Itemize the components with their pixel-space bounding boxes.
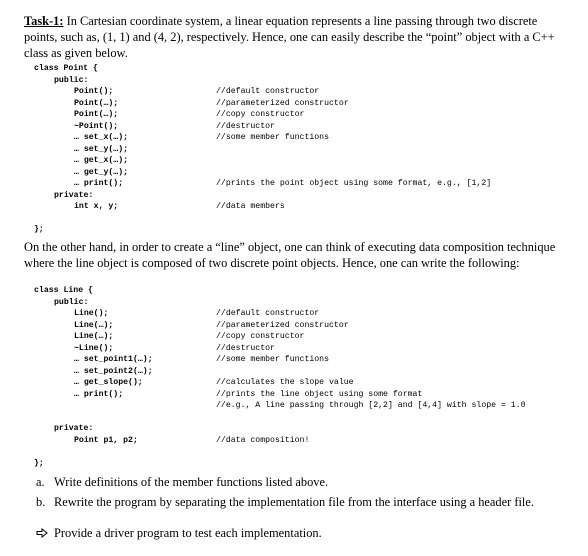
code-text: … print(); xyxy=(74,389,124,399)
code-line xyxy=(0,190,588,202)
code-comment: //parameterized constructor xyxy=(216,320,349,330)
code-line xyxy=(0,75,588,87)
code-text: private: xyxy=(54,424,94,433)
code-comment: //copy constructor xyxy=(216,110,305,119)
code-comment: //copy constructor xyxy=(216,332,305,341)
code-text: Point(…); xyxy=(74,98,119,108)
intro-text: In Cartesian coordinate system, a linear equation represents a line passing through two discrete points, such as, (1, 1) and (4, 2), respectively. Hence, one can easily describe the “point” object with a C++ class as given below. xyxy=(24,14,555,60)
code-line xyxy=(0,224,588,236)
code-text: class Point { xyxy=(34,64,98,73)
code-text: public: xyxy=(54,75,89,85)
code-text: ~Line(); xyxy=(74,343,114,353)
code-line xyxy=(0,412,588,424)
code-text: int x, y; xyxy=(74,202,119,211)
code-line xyxy=(0,423,588,435)
code-text: }; xyxy=(34,458,44,468)
code-line xyxy=(0,144,588,156)
code-line xyxy=(0,435,588,447)
code-comment: //some member functions xyxy=(216,133,330,142)
task-label: Task-1: xyxy=(24,14,64,28)
point-class-code xyxy=(0,63,588,236)
code-line xyxy=(0,285,588,297)
list-marker: a. xyxy=(36,475,45,489)
code-line xyxy=(0,132,588,144)
code-line xyxy=(0,320,588,332)
code-line xyxy=(0,109,588,121)
code-text: public: xyxy=(54,297,89,307)
code-line xyxy=(0,155,588,167)
driver-note-text: Provide a driver program to test each implementation. xyxy=(54,526,322,540)
code-line xyxy=(0,63,588,75)
code-line xyxy=(0,446,588,458)
list-item xyxy=(36,474,534,490)
code-line xyxy=(0,121,588,133)
code-line xyxy=(0,308,588,320)
code-line xyxy=(0,458,588,470)
code-text: ~Point(); xyxy=(74,121,119,131)
code-text: … set_point2(…); xyxy=(74,366,153,376)
code-comment: //data members xyxy=(216,202,285,211)
code-comment: //default constructor xyxy=(216,87,320,96)
code-text: class Line { xyxy=(34,286,93,295)
code-text: private: xyxy=(54,190,94,200)
code-comment: //destructor xyxy=(216,121,275,131)
question-list xyxy=(36,474,534,510)
code-line xyxy=(0,331,588,343)
list-item xyxy=(36,494,534,510)
code-text: Point p1, p2; xyxy=(74,435,138,445)
code-comment: //parameterized constructor xyxy=(216,98,349,108)
code-text: }; xyxy=(34,225,44,234)
code-text: … get_y(…); xyxy=(74,167,129,177)
code-comment: //prints the point object using some format, e.g., [1,2] xyxy=(216,179,492,188)
code-line xyxy=(0,400,588,412)
code-text: Point(…); xyxy=(74,110,119,119)
code-line xyxy=(0,377,588,389)
code-text: … get_slope(); xyxy=(74,378,143,387)
question-text: Write definitions of the member functions listed above. xyxy=(54,475,329,489)
code-line xyxy=(0,389,588,401)
code-line xyxy=(0,98,588,110)
code-line xyxy=(0,343,588,355)
code-line xyxy=(0,297,588,309)
code-text: … print(); xyxy=(74,179,124,188)
intro-paragraph xyxy=(24,13,572,61)
code-line xyxy=(0,167,588,179)
code-line xyxy=(0,213,588,225)
right-arrow-icon xyxy=(36,525,54,541)
middle-paragraph: On the other hand, in order to create a “line” object, one can think of executing data composition technique where the line object is composed of two discrete point objects. Hence, one can write the following: xyxy=(24,240,556,270)
driver-note xyxy=(36,525,322,541)
code-comment: //destructor xyxy=(216,343,275,353)
code-line xyxy=(0,178,588,190)
code-line xyxy=(0,366,588,378)
question-text: Rewrite the program by separating the implementation file from the interface using a header file. xyxy=(54,495,534,509)
code-line xyxy=(0,86,588,98)
code-comment: //some member functions xyxy=(216,355,330,364)
code-text: … set_point1(…); xyxy=(74,355,153,364)
code-text: Line(); xyxy=(74,309,109,318)
code-comment: //prints the line object using some format xyxy=(216,389,423,399)
line-class-code xyxy=(0,285,588,469)
code-comment: //data composition! xyxy=(216,435,310,445)
code-text: Line(…); xyxy=(74,332,114,341)
code-text: … set_x(…); xyxy=(74,133,129,142)
code-text: Point(); xyxy=(74,87,114,96)
code-line xyxy=(0,354,588,366)
code-text: … set_y(…); xyxy=(74,144,129,154)
list-marker: b. xyxy=(36,495,46,509)
code-comment: //default constructor xyxy=(216,309,320,318)
code-comment: //e.g., A line passing through [2,2] and [4,4] with slope = 1.0 xyxy=(216,401,526,410)
code-text: … get_x(…); xyxy=(74,156,129,165)
code-comment: //calculates the slope value xyxy=(216,378,354,387)
code-text: Line(…); xyxy=(74,320,114,330)
code-line xyxy=(0,201,588,213)
